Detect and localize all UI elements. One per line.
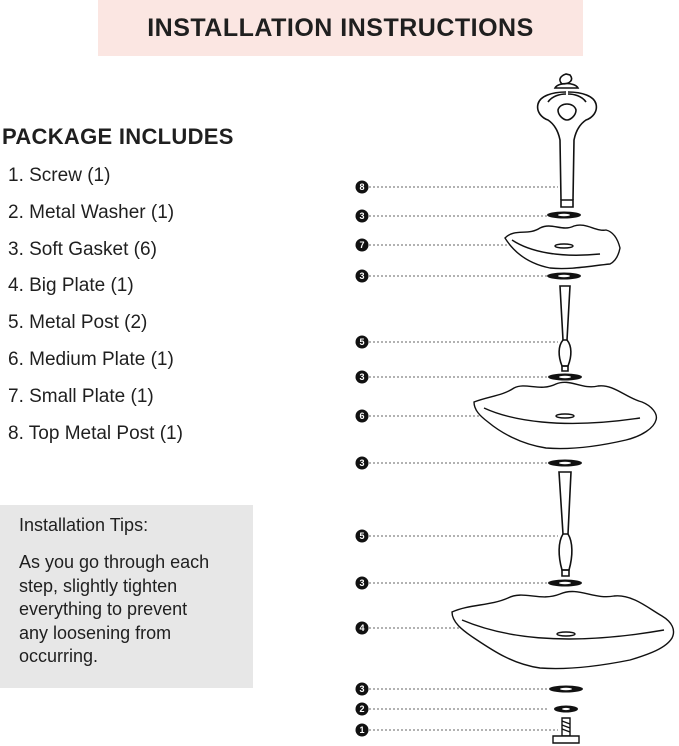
package-item-soft-gasket: 3. Soft Gasket (6) (8, 238, 157, 260)
package-item-medium-plate: 6. Medium Plate (1) (8, 348, 174, 370)
package-item-top-metal-post: 8. Top Metal Post (1) (8, 422, 183, 444)
callout-marker (356, 457, 369, 470)
callout-marker (356, 724, 369, 737)
metal-post-lower-part (559, 472, 572, 576)
tips-title: Installation Tips: (19, 515, 149, 535)
callout-marker (356, 683, 369, 696)
callout-number: 6 (359, 411, 365, 422)
callout-marker (356, 577, 369, 590)
callout-marker (356, 210, 369, 223)
callout-marker (356, 181, 369, 194)
callout-marker (356, 410, 369, 423)
package-heading: PACKAGE INCLUDES (2, 124, 234, 149)
package-item-metal-post: 5. Metal Post (2) (8, 312, 148, 334)
metal-washer-part (554, 706, 578, 713)
metal-post-upper-part (559, 286, 571, 371)
callout-number: 4 (359, 623, 365, 634)
callout-marker (356, 622, 369, 635)
callout-marker (356, 371, 369, 384)
tips-line: any loosening from (19, 622, 172, 643)
callout-markers (356, 181, 369, 737)
callout-number: 3 (359, 578, 365, 589)
callout-number: 3 (359, 271, 365, 282)
package-item-screw: 1. Screw (1) (8, 165, 111, 186)
callout-number: 3 (359, 458, 365, 469)
callout-marker (356, 239, 369, 252)
tips-line: step, slightly tighten (19, 575, 178, 596)
callout-marker (356, 703, 369, 716)
callout-number: 5 (359, 337, 365, 348)
callout-number: 1 (359, 725, 365, 736)
big-plate-part (452, 591, 674, 668)
callout-marker (356, 336, 369, 349)
package-item-big-plate: 4. Big Plate (1) (8, 275, 134, 297)
package-item-small-plate: 7. Small Plate (1) (8, 385, 154, 407)
callout-marker (356, 270, 369, 283)
callout-number: 3 (359, 372, 365, 383)
tips-line: occurring. (19, 646, 99, 666)
callout-marker (356, 530, 369, 543)
tips-line: everything to prevent (19, 599, 188, 619)
tips-line: As you go through each (19, 552, 210, 572)
callout-number: 7 (359, 240, 365, 251)
callout-number: 3 (359, 211, 365, 222)
small-plate-part (505, 225, 620, 268)
medium-plate-part (474, 382, 656, 448)
page-title: INSTALLATION INSTRUCTIONS (147, 13, 534, 42)
callout-number: 2 (359, 704, 365, 715)
callout-number: 8 (359, 182, 365, 193)
callout-number: 5 (359, 531, 365, 542)
callout-number: 3 (359, 684, 365, 695)
package-item-metal-washer: 2. Metal Washer (1) (8, 201, 175, 223)
screw-part (553, 718, 579, 743)
